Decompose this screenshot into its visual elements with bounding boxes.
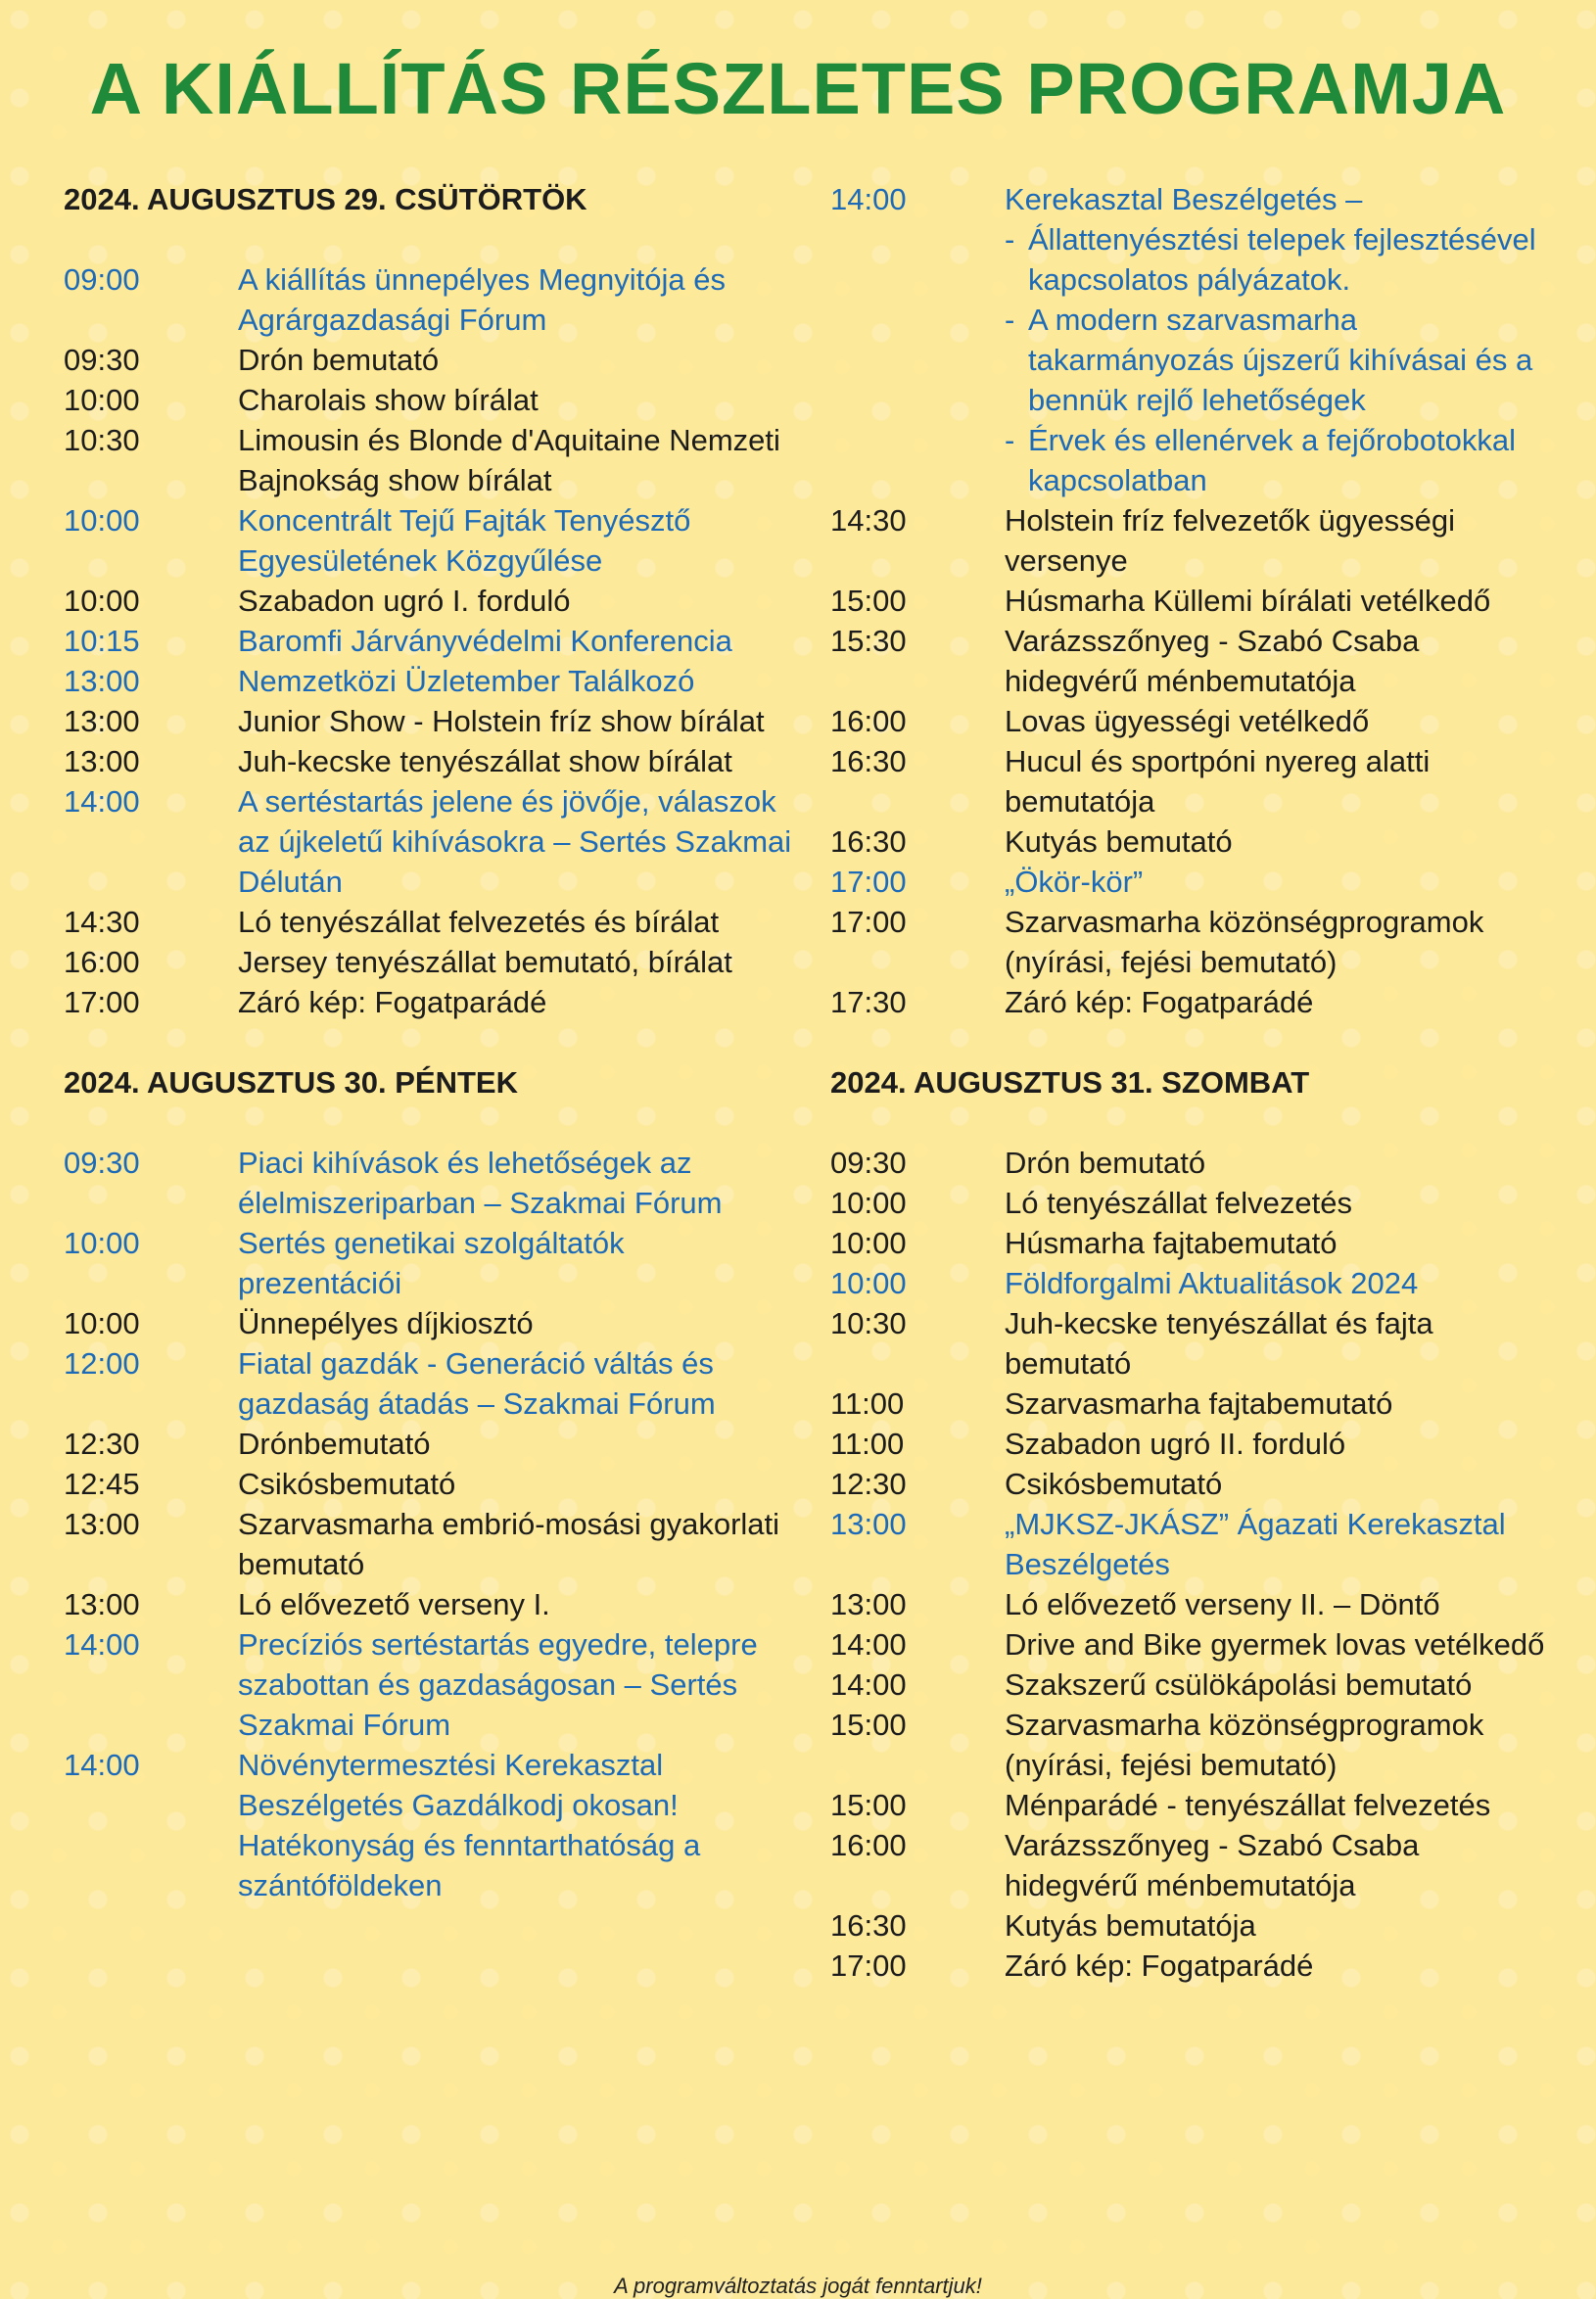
- event-description: [238, 1624, 793, 1745]
- event-description: [238, 1745, 793, 1905]
- event-title: Szakszerű csülökápolási bemutató: [1005, 1667, 1473, 1702]
- event-description: [1005, 581, 1555, 621]
- event-title: Húsmarha fajtabemutató: [1005, 1226, 1338, 1260]
- event-description: [238, 701, 793, 741]
- event-title: Sertés genetikai szolgáltatók prezentációi: [238, 1226, 625, 1300]
- schedule-row: [830, 500, 1555, 581]
- schedule-row: [830, 1905, 1555, 1946]
- schedule-row: [64, 1303, 793, 1343]
- event-title: Hucul és sportpóni nyereg alatti bemutatója: [1005, 744, 1431, 819]
- event-description: [1005, 1303, 1555, 1384]
- schedule-row: [830, 581, 1555, 621]
- event-time: 16:30: [830, 744, 907, 778]
- day-heading: 2024. AUGUSZTUS 30. PÉNTEK: [64, 1065, 518, 1100]
- day-events: [830, 1143, 1555, 1986]
- event-title: Kerekasztal Beszélgetés –: [1005, 182, 1363, 216]
- event-description: [1005, 1584, 1555, 1624]
- event-title: Precíziós sertéstartás egyedre, telepre szabottan és gazdaságosan – Sertés Szakmai Fórum: [238, 1627, 758, 1742]
- event-title: A sertéstartás jelene és jövője, válaszok az újkeletű kihívásokra – Sertés Szakmai Délután: [238, 784, 792, 899]
- event-title: Záró kép: Fogatparádé: [1005, 985, 1314, 1019]
- schedule-row: [64, 661, 793, 701]
- event-description: [238, 1584, 793, 1624]
- schedule-row: [64, 1343, 793, 1424]
- event-time: 16:30: [830, 1908, 907, 1943]
- event-description: [1005, 821, 1555, 862]
- schedule-row: [64, 420, 793, 500]
- event-time: 11:00: [830, 1427, 905, 1461]
- event-time: 10:30: [830, 1306, 907, 1340]
- schedule-row: [830, 1424, 1555, 1464]
- event-time: 16:00: [830, 704, 907, 738]
- schedule-row: [64, 1504, 793, 1584]
- event-title: Drón bemutató: [1005, 1146, 1206, 1180]
- event-time: 13:00: [64, 1507, 140, 1541]
- event-description: [1005, 701, 1555, 741]
- event-time: 10:00: [64, 1226, 140, 1260]
- event-time: 12:45: [64, 1467, 140, 1501]
- event-subtopic: [1005, 219, 1555, 300]
- event-title: Juh-kecske tenyészállat show bírálat: [238, 744, 732, 778]
- event-description: [238, 1504, 793, 1584]
- event-title: Szarvasmarha fajtabemutató: [1005, 1386, 1393, 1421]
- event-description: [1005, 1825, 1555, 1905]
- event-title: Junior Show - Holstein fríz show bírálat: [238, 704, 765, 738]
- schedule-row: [830, 862, 1555, 902]
- event-title: Csikósbemutató: [1005, 1467, 1223, 1501]
- schedule-row: [830, 982, 1555, 1022]
- event-time: 14:00: [64, 1627, 140, 1662]
- event-description: [238, 621, 793, 661]
- schedule-row: [830, 1705, 1555, 1785]
- event-time: 10:00: [64, 584, 140, 618]
- event-description: [238, 420, 793, 500]
- event-title: „Ökör-kör”: [1005, 865, 1144, 899]
- event-title: Charolais show bírálat: [238, 383, 539, 417]
- event-title: Nemzetközi Üzletember Találkozó: [238, 664, 695, 698]
- schedule-row: [830, 1665, 1555, 1705]
- event-title: Szarvasmarha embrió-mosási gyakorlati bemutató: [238, 1507, 780, 1581]
- event-title: Piaci kihívások és lehetőségek az élelmiszeriparban – Szakmai Fórum: [238, 1146, 723, 1220]
- event-time: 09:30: [830, 1146, 907, 1180]
- event-time: 10:30: [64, 423, 140, 457]
- event-description: [1005, 1464, 1555, 1504]
- event-time: 09:30: [64, 1146, 140, 1180]
- schedule-row: [64, 621, 793, 661]
- schedule-row: [830, 179, 1555, 500]
- event-title: Ló elővezető verseny II. – Döntő: [1005, 1587, 1440, 1621]
- event-subtopic: [1005, 420, 1555, 500]
- event-title: „MJKSZ-JKÁSZ” Ágazati Kerekasztal Beszélgetés: [1005, 1507, 1506, 1581]
- schedule-row: [830, 1504, 1555, 1584]
- event-description: [1005, 1143, 1555, 1183]
- event-title: Ló tenyészállat felvezetés és bírálat: [238, 905, 720, 939]
- event-time: 14:00: [64, 1748, 140, 1782]
- event-time: 13:00: [64, 664, 140, 698]
- event-title: Varázsszőnyeg - Szabó Csaba hidegvérű ménbemutatója: [1005, 1828, 1420, 1902]
- schedule-row: [64, 1624, 793, 1745]
- event-title: Ló tenyészállat felvezetés: [1005, 1186, 1352, 1220]
- event-time: 13:00: [830, 1587, 907, 1621]
- footer-note: A programváltoztatás jogát fenntartjuk!: [614, 2274, 982, 2298]
- event-time: 15:30: [830, 624, 907, 658]
- event-time: 10:00: [64, 1306, 140, 1340]
- event-description: [238, 1424, 793, 1464]
- event-time: 13:00: [64, 1587, 140, 1621]
- schedule-row: [64, 1223, 793, 1303]
- event-description: [238, 741, 793, 781]
- schedule-row: [64, 982, 793, 1022]
- event-description: [238, 1303, 793, 1343]
- event-description: [238, 1464, 793, 1504]
- event-time: 12:30: [830, 1467, 907, 1501]
- event-time: 14:00: [830, 182, 907, 216]
- event-time: 16:00: [830, 1828, 907, 1862]
- event-time: 14:30: [830, 503, 907, 538]
- event-title: Záró kép: Fogatparádé: [238, 985, 547, 1019]
- event-title: Szabadon ugró II. forduló: [1005, 1427, 1346, 1461]
- page-title: A KIÁLLÍTÁS RÉSZLETES PROGRAMJA: [89, 48, 1507, 129]
- event-time: 16:00: [64, 945, 140, 979]
- event-title: Koncentrált Tejű Fajták Tenyésztő Egyesületének Közgyűlése: [238, 503, 691, 578]
- schedule-row: [830, 1303, 1555, 1384]
- day-heading: 2024. AUGUSZTUS 31. SZOMBAT: [830, 1065, 1310, 1100]
- schedule-row: [830, 1143, 1555, 1183]
- schedule-row: [830, 821, 1555, 862]
- event-time: 12:30: [64, 1427, 140, 1461]
- subtopic-text: Állattenyésztési telepek fejlesztésével kapcsolatos pályázatok.: [1028, 222, 1536, 297]
- schedule-row: [64, 581, 793, 621]
- schedule-row: [64, 340, 793, 380]
- bullet-dash: -: [1005, 303, 1015, 337]
- event-title: Baromfi Járványvédelmi Konferencia: [238, 624, 732, 658]
- event-description: [1005, 1665, 1555, 1705]
- event-description: [1005, 1223, 1555, 1263]
- event-time: 14:00: [64, 784, 140, 819]
- event-description: [1005, 1905, 1555, 1946]
- schedule-row: [830, 1263, 1555, 1303]
- event-time: 15:00: [830, 1708, 907, 1742]
- event-title: A kiállítás ünnepélyes Megnyitója és Agrárgazdasági Fórum: [238, 262, 727, 337]
- schedule-row: [64, 500, 793, 581]
- event-description: [1005, 1384, 1555, 1424]
- event-description: [238, 1343, 793, 1424]
- schedule-row: [64, 380, 793, 420]
- event-title: Fiatal gazdák - Generáció váltás és gazdaság átadás – Szakmai Fórum: [238, 1346, 716, 1421]
- event-description: [1005, 1705, 1555, 1785]
- event-title: Szarvasmarha közönségprogramok (nyírási, fejési bemutató): [1005, 905, 1484, 979]
- subtopic-text: Érvek és ellenérvek a fejőrobotokkal kapcsolatban: [1028, 423, 1516, 497]
- event-time: 10:00: [830, 1226, 907, 1260]
- event-time: 10:00: [64, 503, 140, 538]
- schedule-row: [830, 701, 1555, 741]
- event-description: [1005, 862, 1555, 902]
- event-time: 12:00: [64, 1346, 140, 1381]
- event-title: Juh-kecske tenyészállat és fajta bemutató: [1005, 1306, 1433, 1381]
- schedule-row: [830, 1624, 1555, 1665]
- event-description: [1005, 1624, 1555, 1665]
- schedule-row: [830, 1825, 1555, 1905]
- schedule-row: [830, 1946, 1555, 1986]
- schedule-row: [830, 1584, 1555, 1624]
- event-title: Limousin és Blonde d'Aquitaine Nemzeti Bajnokság show bírálat: [238, 423, 780, 497]
- event-time: 14:30: [64, 905, 140, 939]
- day-events: [64, 1143, 793, 1905]
- bullet-dash: -: [1005, 222, 1015, 257]
- event-title: Holstein fríz felvezetők ügyességi versenye: [1005, 503, 1456, 578]
- event-time: 14:00: [830, 1667, 907, 1702]
- event-description: [238, 1143, 793, 1223]
- event-description: [1005, 1263, 1555, 1303]
- event-description: [1005, 179, 1555, 500]
- event-description: [238, 781, 793, 902]
- event-description: [1005, 741, 1555, 821]
- event-title: Lovas ügyességi vetélkedő: [1005, 704, 1370, 738]
- event-description: [238, 340, 793, 380]
- schedule-row: [64, 1143, 793, 1223]
- event-time: 17:00: [830, 865, 907, 899]
- event-time: 10:00: [830, 1186, 907, 1220]
- event-title: Záró kép: Fogatparádé: [1005, 1948, 1314, 1983]
- event-time: 15:00: [830, 1788, 907, 1822]
- schedule-row: [64, 942, 793, 982]
- schedule-row: [64, 1745, 793, 1905]
- day-events: [830, 179, 1555, 1022]
- event-title: Drón bemutató: [238, 343, 440, 377]
- event-time: 09:30: [64, 343, 140, 377]
- event-time: 13:00: [64, 744, 140, 778]
- day-heading: 2024. AUGUSZTUS 29. CSÜTÖRTÖK: [64, 182, 587, 216]
- event-description: [1005, 1424, 1555, 1464]
- event-description: [238, 902, 793, 942]
- event-time: 14:00: [830, 1627, 907, 1662]
- event-time: 10:00: [64, 383, 140, 417]
- schedule-row: [830, 1785, 1555, 1825]
- event-description: [238, 500, 793, 581]
- event-title: Drive and Bike gyermek lovas vetélkedő: [1005, 1627, 1545, 1662]
- schedule-row: [830, 741, 1555, 821]
- event-time: 11:00: [830, 1386, 905, 1421]
- event-time: 10:15: [64, 624, 140, 658]
- event-description: [1005, 1183, 1555, 1223]
- event-time: 17:30: [830, 985, 907, 1019]
- event-time: 16:30: [830, 824, 907, 859]
- event-description: [1005, 500, 1555, 581]
- schedule-row: [830, 1384, 1555, 1424]
- event-description: [238, 661, 793, 701]
- event-title: Varázsszőnyeg - Szabó Csaba hidegvérű ménbemutatója: [1005, 624, 1420, 698]
- event-title: Földforgalmi Aktualitások 2024: [1005, 1266, 1419, 1300]
- event-title: Húsmarha Küllemi bírálati vetélkedő: [1005, 584, 1491, 618]
- right-column: [830, 179, 1555, 1986]
- event-time: 10:00: [830, 1266, 907, 1300]
- left-column: [64, 179, 793, 1905]
- event-time: 17:00: [64, 985, 140, 1019]
- subtopic-text: A modern szarvasmarha takarmányozás újszerű kihívásai és a bennük rejlő lehetőségek: [1028, 303, 1533, 417]
- event-title: Szarvasmarha közönségprogramok (nyírási, fejési bemutató): [1005, 1708, 1484, 1782]
- event-title: Ünnepélyes díjkiosztó: [238, 1306, 534, 1340]
- event-description: [1005, 982, 1555, 1022]
- event-time: 13:00: [830, 1507, 907, 1541]
- event-description: [238, 581, 793, 621]
- event-description: [238, 380, 793, 420]
- event-description: [1005, 902, 1555, 982]
- event-time: 13:00: [64, 704, 140, 738]
- event-title: Ló elővezető verseny I.: [238, 1587, 550, 1621]
- schedule-row: [64, 1464, 793, 1504]
- schedule-row: [64, 1584, 793, 1624]
- schedule-row: [830, 1464, 1555, 1504]
- event-time: 17:00: [830, 1948, 907, 1983]
- event-title: Jersey tenyészállat bemutató, bírálat: [238, 945, 732, 979]
- event-description: [1005, 1504, 1555, 1584]
- event-subtopic: [1005, 300, 1555, 420]
- event-title: Szabadon ugró I. forduló: [238, 584, 571, 618]
- event-description: [1005, 621, 1555, 701]
- event-time: 15:00: [830, 584, 907, 618]
- event-time: 17:00: [830, 905, 907, 939]
- event-title: Ménparádé - tenyészállat felvezetés: [1005, 1788, 1491, 1822]
- event-description: [238, 259, 793, 340]
- event-description: [238, 942, 793, 982]
- event-title: Növénytermesztési Kerekasztal Beszélgetés Gazdálkodj okosan! Hatékonyság és fenntarthatóság a szántóföldeken: [238, 1748, 701, 1902]
- event-description: [1005, 1785, 1555, 1825]
- event-title: Kutyás bemutatója: [1005, 1908, 1256, 1943]
- event-title: Csikósbemutató: [238, 1467, 456, 1501]
- schedule-row: [830, 1223, 1555, 1263]
- event-time: 09:00: [64, 262, 140, 297]
- schedule-row: [64, 781, 793, 902]
- event-title: Drónbemutató: [238, 1427, 431, 1461]
- schedule-row: [64, 902, 793, 942]
- event-title: Kutyás bemutató: [1005, 824, 1233, 859]
- bullet-dash: -: [1005, 423, 1015, 457]
- schedule-row: [64, 1424, 793, 1464]
- event-description: [238, 982, 793, 1022]
- schedule-row: [64, 259, 793, 340]
- schedule-row: [830, 902, 1555, 982]
- schedule-row: [64, 741, 793, 781]
- schedule-row: [830, 1183, 1555, 1223]
- schedule-row: [64, 701, 793, 741]
- event-description: [238, 1223, 793, 1303]
- event-description: [1005, 1946, 1555, 1986]
- schedule-row: [830, 621, 1555, 701]
- day-events: [64, 259, 793, 1022]
